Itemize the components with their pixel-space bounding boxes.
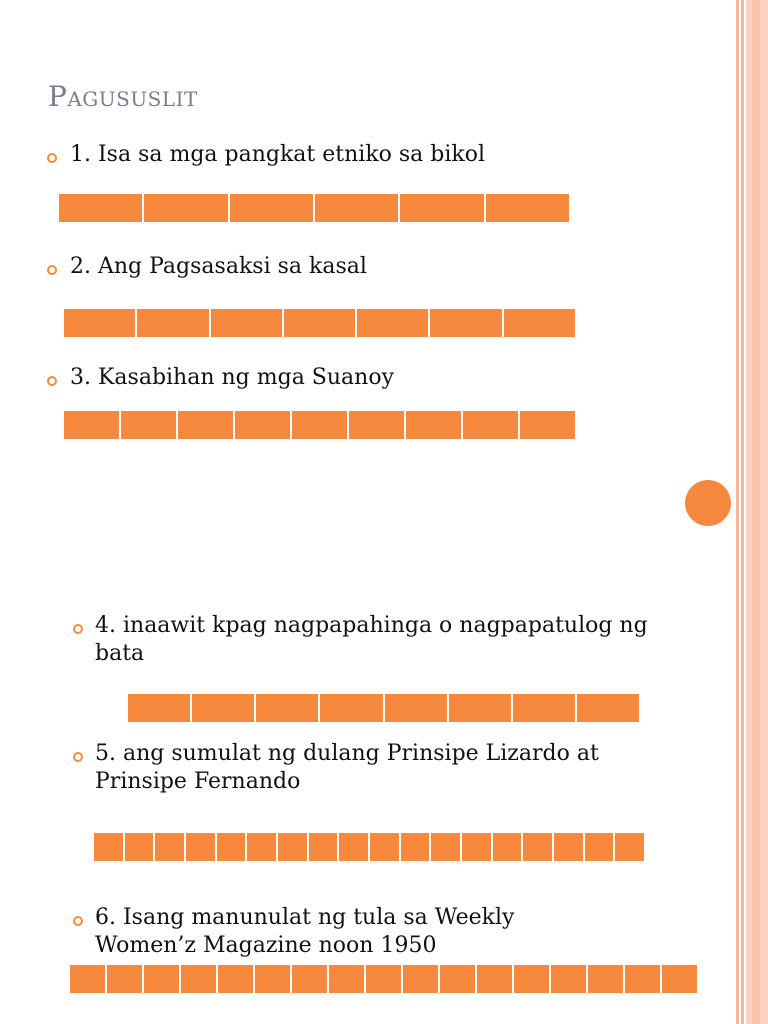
answer-box <box>520 411 575 439</box>
answer-boxes-1 <box>59 194 569 222</box>
answer-box <box>121 411 178 439</box>
decor-circle <box>685 480 731 526</box>
answer-box <box>370 833 401 861</box>
answer-boxes-3 <box>64 411 575 439</box>
answer-box <box>155 833 186 861</box>
question-text: 1. Isa sa mga pangkat etniko sa bikol <box>70 142 486 167</box>
answer-box <box>292 411 349 439</box>
question-text: 4. inaawit kpag nagpapahinga o nagpapatulog ng bata <box>95 613 648 666</box>
answer-box <box>449 694 513 722</box>
answer-box <box>64 309 137 337</box>
answer-box <box>477 965 514 993</box>
answer-box <box>309 833 340 861</box>
answer-box <box>230 194 315 222</box>
answer-boxes-5 <box>94 833 644 861</box>
answer-box <box>218 965 255 993</box>
answer-box <box>192 694 256 722</box>
answer-box <box>440 965 477 993</box>
question-3 <box>70 364 690 392</box>
bullet-icon <box>73 916 83 926</box>
answer-box <box>615 833 644 861</box>
answer-box <box>462 833 493 861</box>
question-2 <box>70 253 690 281</box>
answer-box <box>186 833 217 861</box>
decor-stripe <box>752 0 760 1024</box>
answer-box <box>577 694 639 722</box>
answer-box <box>406 411 463 439</box>
bullet-icon <box>47 153 57 163</box>
question-4 <box>95 612 695 668</box>
answer-box <box>235 411 292 439</box>
answer-box <box>144 965 181 993</box>
answer-box <box>292 965 329 993</box>
answer-box <box>662 965 697 993</box>
answer-box <box>513 694 577 722</box>
decor-stripe <box>741 0 744 1024</box>
bullet-icon <box>73 624 83 634</box>
answer-box <box>514 965 551 993</box>
question-6 <box>95 904 575 960</box>
answer-box <box>588 965 625 993</box>
answer-box <box>125 833 156 861</box>
answer-box <box>64 411 121 439</box>
answer-box <box>284 309 357 337</box>
question-1 <box>70 141 690 169</box>
answer-boxes-6 <box>70 965 697 993</box>
answer-box <box>431 833 462 861</box>
answer-box <box>339 833 370 861</box>
answer-box <box>217 833 248 861</box>
answer-box <box>400 194 485 222</box>
answer-box <box>349 411 406 439</box>
answer-box <box>357 309 430 337</box>
page-title: Pagususlit <box>48 80 198 113</box>
answer-box <box>401 833 432 861</box>
decor-stripe <box>736 0 739 1024</box>
answer-box <box>430 309 503 337</box>
answer-box <box>585 833 616 861</box>
answer-box <box>493 833 524 861</box>
answer-box <box>137 309 210 337</box>
question-text: 5. ang sumulat ng dulang Prinsipe Lizardo at Prinsipe Fernando <box>95 741 599 794</box>
answer-box <box>551 965 588 993</box>
bullet-icon <box>73 752 83 762</box>
question-text: 2. Ang Pagsasaksi sa kasal <box>70 254 367 279</box>
answer-box <box>366 965 403 993</box>
answer-box <box>181 965 218 993</box>
bullet-icon <box>47 265 57 275</box>
answer-box <box>94 833 125 861</box>
answer-box <box>403 965 440 993</box>
answer-box <box>59 194 144 222</box>
answer-box <box>504 309 575 337</box>
answer-box <box>523 833 554 861</box>
question-text: 6. Isang manunulat ng tula sa Weekly Women’z Magazine noon 1950 <box>95 905 515 958</box>
answer-box <box>625 965 662 993</box>
answer-box <box>385 694 449 722</box>
answer-box <box>463 411 520 439</box>
answer-box <box>554 833 585 861</box>
answer-boxes-4 <box>128 694 639 722</box>
bullet-icon <box>47 376 57 386</box>
answer-box <box>70 965 107 993</box>
answer-box <box>315 194 400 222</box>
question-text: 3. Kasabihan ng mga Suanoy <box>70 365 395 390</box>
answer-box <box>178 411 235 439</box>
answer-box <box>211 309 284 337</box>
answer-box <box>256 694 320 722</box>
answer-box <box>255 965 292 993</box>
answer-box <box>278 833 309 861</box>
answer-box <box>128 694 192 722</box>
answer-box <box>329 965 366 993</box>
answer-boxes-2 <box>64 309 575 337</box>
answer-box <box>144 194 229 222</box>
answer-box <box>320 694 384 722</box>
question-5 <box>95 740 665 796</box>
answer-box <box>247 833 278 861</box>
answer-box <box>486 194 569 222</box>
answer-box <box>107 965 144 993</box>
